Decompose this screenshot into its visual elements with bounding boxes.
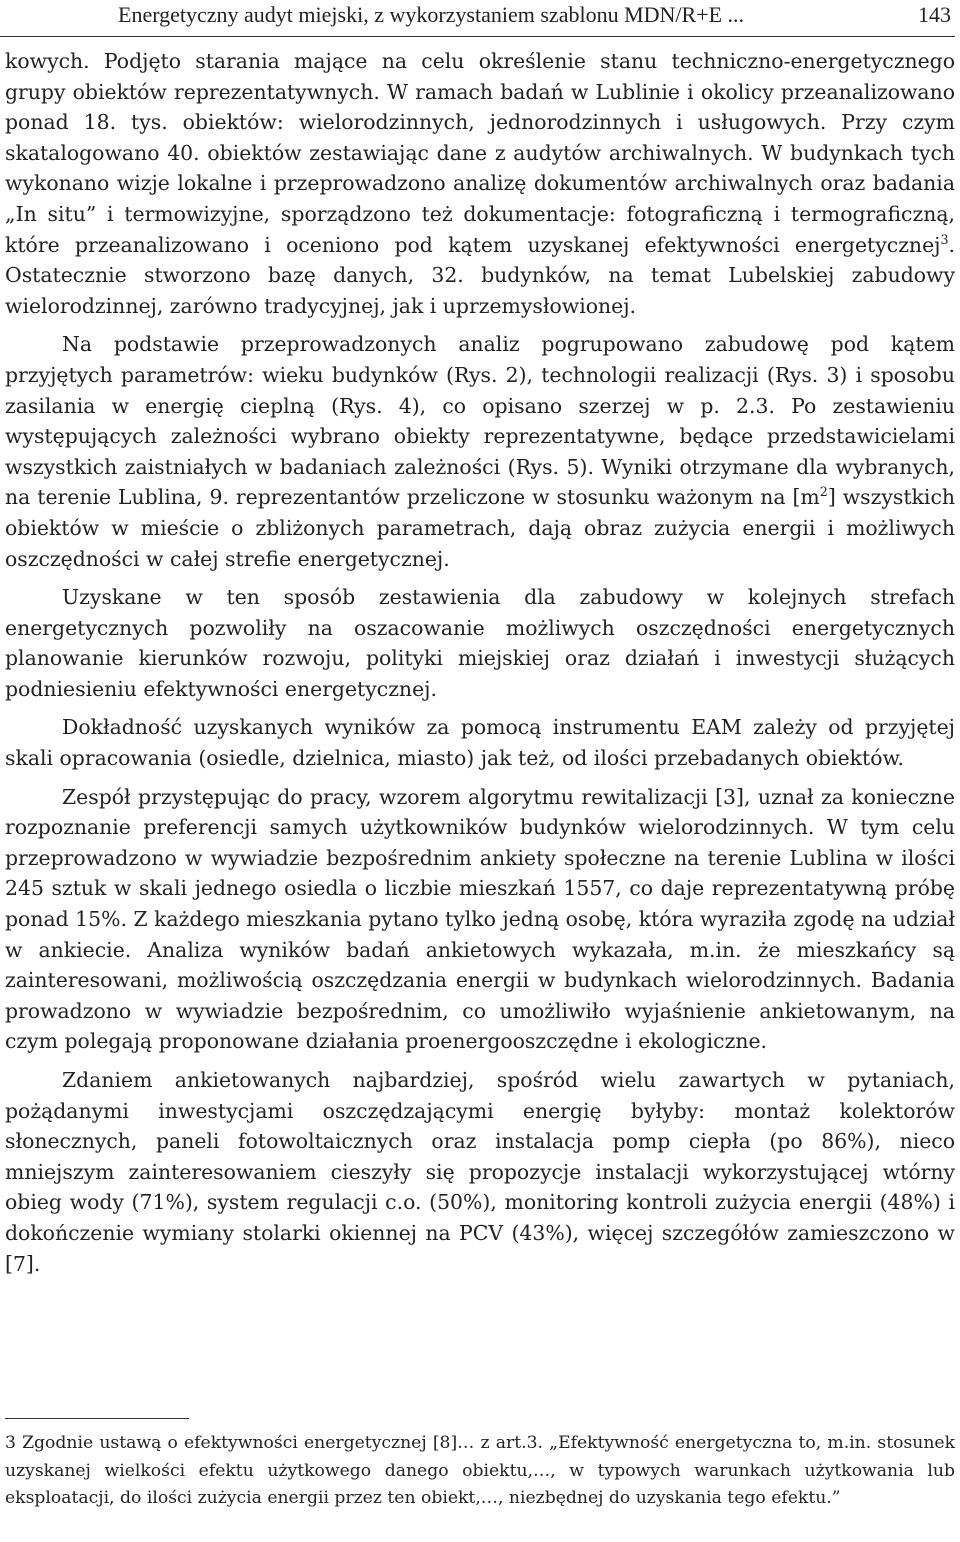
superscript-2: 2 — [819, 484, 828, 500]
page-number: 143 — [918, 2, 951, 27]
paragraph-2 — [5, 329, 955, 574]
running-header — [0, 0, 955, 37]
paragraph-2-text: Na podstawie przeprowadzonych analiz pogrupowano zabudowę pod kątem przyjętych parametrów: wieku budynków (Rys. 2), technologii realizacji (Rys. 3) i sposobu zasilania w energię cieplną (Rys. 4), co opisano szerzej w p. 2.3. Po zestawieniu występujących zależności wybrano obiekty reprezentatywne, będące przedstawicielami wszystkich zaistniałych w badaniach zależności (Rys. 5). Wyniki otrzymane dla wybranych, na terenie Lublina, 9. reprezentantów przeliczone w stosunku ważonym na [m — [5, 332, 955, 510]
paragraph-6: Zdaniem ankietowanych najbardziej, spośród wielu zawartych w pytaniach, pożądanymi inwestycjami oszczędzającymi energię byłyby: montaż kolektorów słonecznych, paneli fotowoltaicznych oraz instalacja pomp ciepła (po 86%), nieco mniejszym zainteresowaniem cieszyły się propozycje instalacji wykorzystującej wtórny obieg wody (71%), system regulacji c.o. (50%), monitoring kontroli zużycia energii (48%) i dokończenie wymiany stolarki okiennej na PCV (43%), więcej szczegółów zamieszczono w [7]. — [5, 1068, 955, 1276]
paragraph-5: Zespół przystępując do pracy, wzorem algorytmu rewitalizacji [3], uznał za konieczne rozpoznanie preferencji samych użytkowników budynków wielorodzinnych. W tym celu przeprowadzono w wywiadzie bezpośrednim ankiety społeczne na terenie Lublina w ilości 245 sztuk w skali jednego osiedla o liczbie mieszkań 1557, co daje reprezentatywną próbę ponad 15%. Z każdego mieszkania pytano tylko jedną osobę, która wyraziła zgodę na udział w ankiecie. Analiza wyników badań ankietowych wykazała, m.in. że mieszkańcy są zainteresowani, możliwością oszczędzania energii w budynkach wielorodzinnych. Badania prowadzono w wywiadzie bezpośrednim, co umożliwiło wyjaśnienie ankietowanym, na czym polegają proponowane działania proenergooszczędne i ekologiczne. — [5, 784, 955, 1054]
paragraph-3: Uzyskane w ten sposób zestawienia dla zabudowy w kolejnych strefach energetycznych pozwoliły na oszacowanie możliwych oszczędności energetycznych planowanie kierunków rozwoju, polityki miejskiej oraz działań i inwestycji służących podniesieniu efektywności energetycznej. — [5, 585, 955, 701]
paragraph-1-text-cont: . Ostatecznie stworzono bazę danych, 32. budynków, na temat Lubelskiej zabudowy wielorodzinnej, zarówno tradycyjnej, jak i uprzemysłowionej. — [5, 232, 955, 318]
footnote-3: 3 Zgodnie ustawą o efektywności energetycznej [8]… z art.3. „Efektywność energetyczna to, m.in. stosunek uzyskanej wielkości efektu użytkowego danego obiektu,…, w typowych warunkach użytkowania lub eksploatacji, do ilości zużycia energii przez ten obiekt,…, niezbędnej do uzyskania tego efektu.” — [5, 1433, 955, 1508]
paragraph-1 — [5, 46, 955, 321]
running-title: Energetyczny audyt miejski, z wykorzystaniem szablonu MDN/R+E ... — [118, 2, 745, 27]
paragraph-4: Dokładność uzyskanych wyników za pomocą instrumentu EAM zależy od przyjętej skali opracowania (osiedle, dzielnica, miasto) jak też, od ilości przebadanych obiektów. — [5, 715, 955, 771]
paragraph-2-text-cont: ] wszystkich obiektów w mieście o zbliżonych parametrach, dają obraz zużycia energii i możliwych oszczędności w całej strefie energetycznej. — [5, 485, 955, 571]
paragraph-1-text: kowych. Podjęto starania mające na celu określenie stanu techniczno-energetycznego grupy obiektów reprezentatywnych. W ramach badań w Lublinie i okolicy przeanalizowano ponad 18. tys. obiektów: wielorodzinnych, jednorodzinnych i usługowych. Przy czym skatalogowano 40. obiektów zestawiając dane z audytów archiwalnych. W budynkach tych wykonano wizje lokalne i przeprowadzono analizę dokumentów archiwalnych oraz badania „In situ” i termowizyjne, sporządzono też dokumentacje: fotograficzną i termograficzną, które przeanalizowano i oceniono pod kątem uzyskanej efektywności energetycznej — [5, 49, 955, 257]
footnote-reference: 3 — [940, 231, 949, 247]
main-text — [5, 46, 955, 1287]
footnote-separator — [5, 1418, 189, 1419]
